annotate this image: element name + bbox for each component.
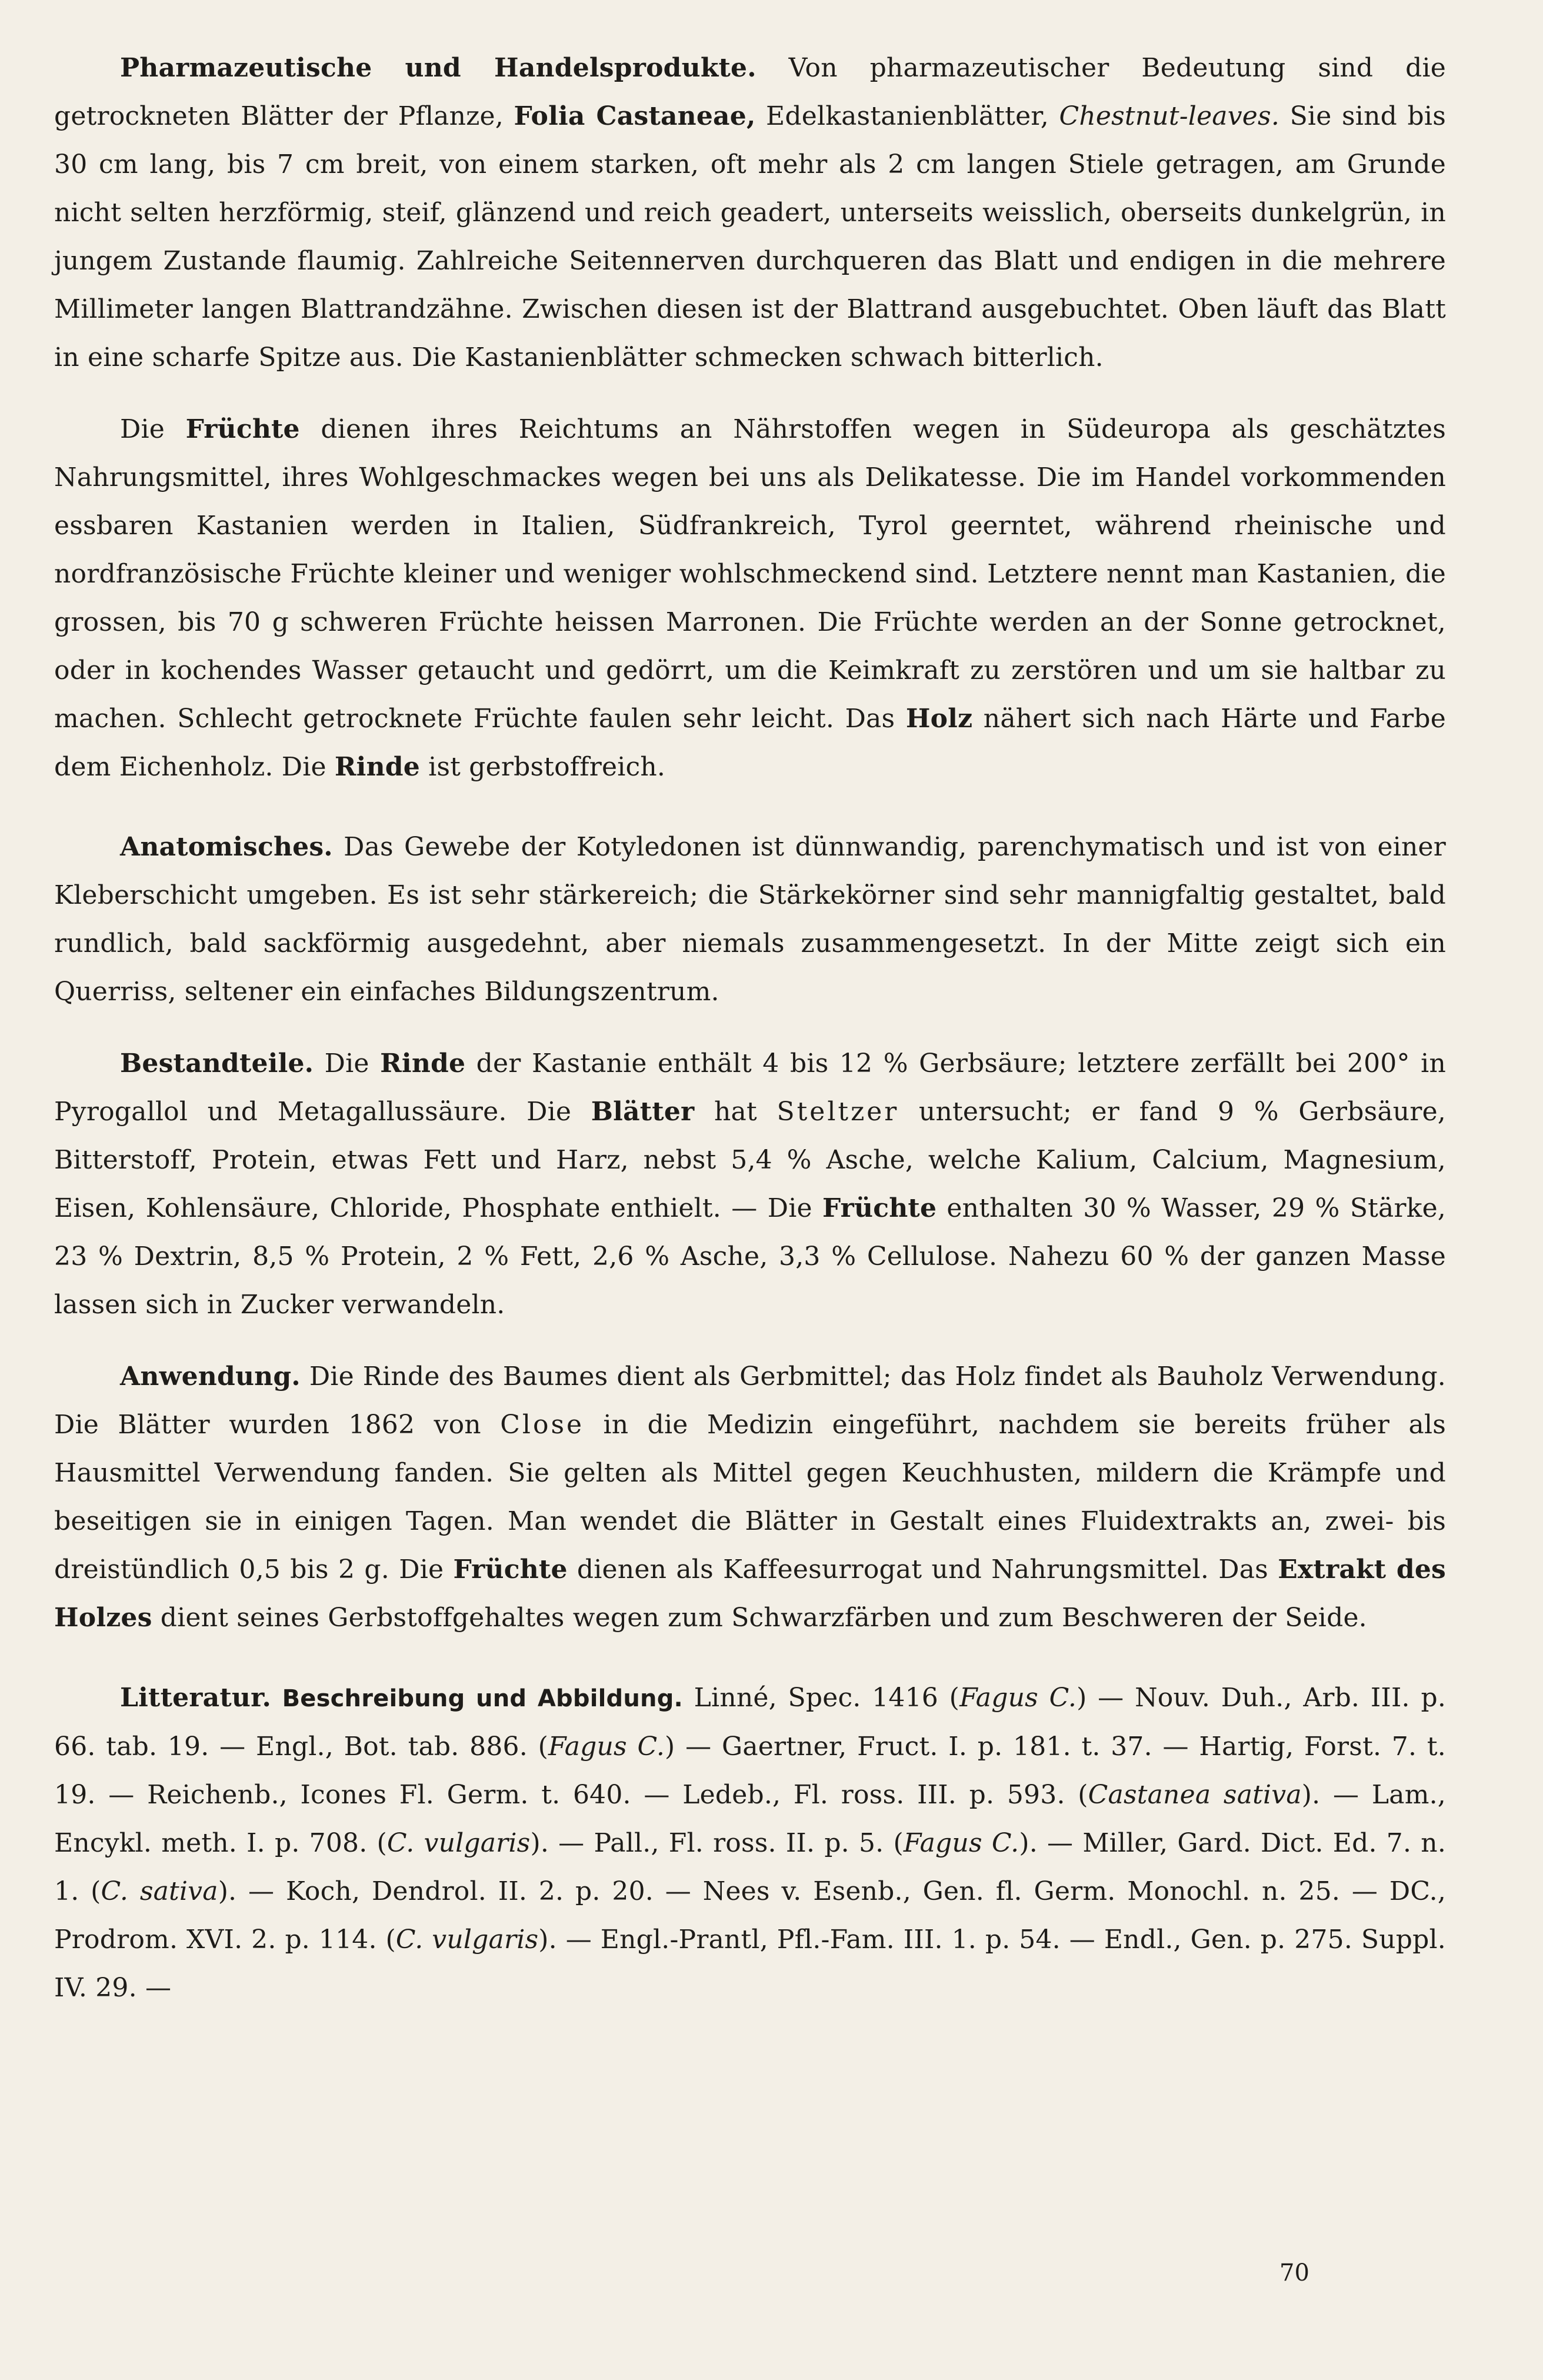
paragraph-pharmaceutical-products: Pharmazeutische und Handelsprodukte. Von pharmazeutischer Bedeutung sind die getrockneten Blätter der Pflanze, Folia Castaneae, Edelkastanienblätter, Chestnut-leaves. Sie sind bis 30 cm lang, bis 7 cm breit, von einem starken, oft mehr als 2 cm langen Stiele getragen, am Grunde nicht selten herzförmig, steif, glänzend und reich geadert, unterseits weisslich, oberseits dunkelgrün, in jungem Zustande flaumig. Zahlreiche Seitennerven durchqueren das Blatt und endigen in die mehrere Millimeter langen Blattrandzähne. Zwischen diesen ist der Blattrand ausgebuchtet. Oben läuft das Blatt in eine scharfe Spitze aus. Die Kastanienblätter schmecken schwach bitterlich. (54, 53, 1446, 372)
page-number: 70 (1279, 2259, 1309, 2286)
paragraph-literature: Litteratur. Beschreibung und Abbildung. Linné, Spec. 1416 (Fagus C.) — Nouv. Duh., Arb. III. p. 66. tab. 19. — Engl., Bot. tab. 886. (Fagus C.) — Gaertner, Fruct. I. p. 181. t. 37. — Hartig, Forst. 7. t. 19. — Reichenb., Icones Fl. Germ. t. 640. — Ledeb., Fl. ross. III. p. 593. (Castanea sativa). — Lam., Encykl. meth. I. p. 708. (C. vulgaris). — Pall., Fl. ross. II. p. 5. (Fagus C.). — Miller, Gard. Dict. Ed. 7. n. 1. (C. sativa). — Koch, Dendrol. II. 2. p. 20. — Nees v. Esenb., Gen. fl. Germ. Monochl. n. 25. — DC., Prodrom. XVI. 2. p. 114. (C. vulgaris). — Engl.-Prantl, Pfl.-Fam. III. 1. p. 54. — Endl., Gen. p. 275. Suppl. IV. 29. — (54, 1683, 1447, 2003)
paragraph-anatomy: Anatomisches. Das Gewebe der Kotyledonen ist dünnwandig, parenchymatisch und ist von einer Kleberschicht umgeben. Es ist sehr stärkereich; die Stärkekörner sind sehr mannigfaltig gestaltet, bald rundlich, bald sackförmig ausgedehnt, aber niemals zusammengesetzt. In der Mitte zeigt sich ein Querriss, seltener ein einfaches Bildungszentrum. (54, 832, 1446, 1007)
paragraph-application: Anwendung. Die Rinde des Baumes dient als Gerbmittel; das Holz findet als Bauholz Verwendung. Die Blätter wurden 1862 von Close in die Medizin eingeführt, nachdem sie bereits früher als Hausmittel Verwendung fanden. Sie gelten als Mittel gegen Keuchhusten, mildern die Krämpfe und beseitigen sie in einigen Tagen. Man wendet die Blätter in Gestalt eines Fluidextrakts an, zwei- bis dreistündlich 0,5 bis 2 g. Die Früchte dienen als Kaffeesurrogat und Nahrungsmittel. Das Extrakt des Holzes dient seines Gerbstoffgehaltes wegen zum Schwarzfärben und zum Beschweren der Seide. (54, 1362, 1447, 1633)
section-heading-anatomy: Anatomisches. (120, 832, 333, 862)
section-heading-application: Anwendung. (120, 1362, 301, 1392)
paragraph-fruits: Die Früchte dienen ihres Reichtums an Nährstoffen wegen in Südeuropa als geschätztes Nahrungsmittel, ihres Wohlgeschmackes wegen bei uns als Delikatesse. Die im Handel vorkommenden essbaren Kastanien werden in Italien, Südfrankreich, Tyrol geerntet, während rheinische und nordfranzösische Früchte kleiner und weniger wohlschmeckend sind. Letztere nennt man Kastanien, die grossen, bis 70 g schweren Früchte heissen Marronen. Die Früchte werden an der Sonne getrocknet, oder in kochendes Wasser getaucht und gedörrt, um die Keimkraft zu zerstören und um sie haltbar zu machen. Schlecht getrocknete Früchte faulen sehr leicht. Das Holz nähert sich nach Härte und Farbe dem Eichenholz. Die Rinde ist gerbstoffreich. (54, 414, 1447, 782)
paragraph-constituents: Bestandteile. Die Rinde der Kastanie enthält 4 bis 12 % Gerbsäure; letztere zerfällt bei 200° in Pyrogallol und Metagallussäure. Die Blätter hat Steltzer untersucht; er fand 9 % Gerbsäure, Bitterstoff, Protein, etwas Fett und Harz, nebst 5,4 % Asche, welche Kalium, Calcium, Magnesium, Eisen, Kohlensäure, Chloride, Phosphate enthielt. — Die Früchte enthalten 30 % Wasser, 29 % Stärke, 23 % Dextrin, 8,5 % Protein, 2 % Fett, 2,6 % Asche, 3,3 % Cellulose. Nahezu 60 % der ganzen Masse lassen sich in Zucker verwandeln. (54, 1048, 1446, 1320)
section-heading-constituents: Bestandteile. (120, 1048, 314, 1079)
literature-subheading: Beschreibung und Abbildung. (271, 1685, 683, 1712)
section-heading-pharmaceutical: Pharmazeutische und Handelsprodukte. (120, 53, 756, 83)
section-heading-literature: Litteratur. (120, 1683, 271, 1713)
